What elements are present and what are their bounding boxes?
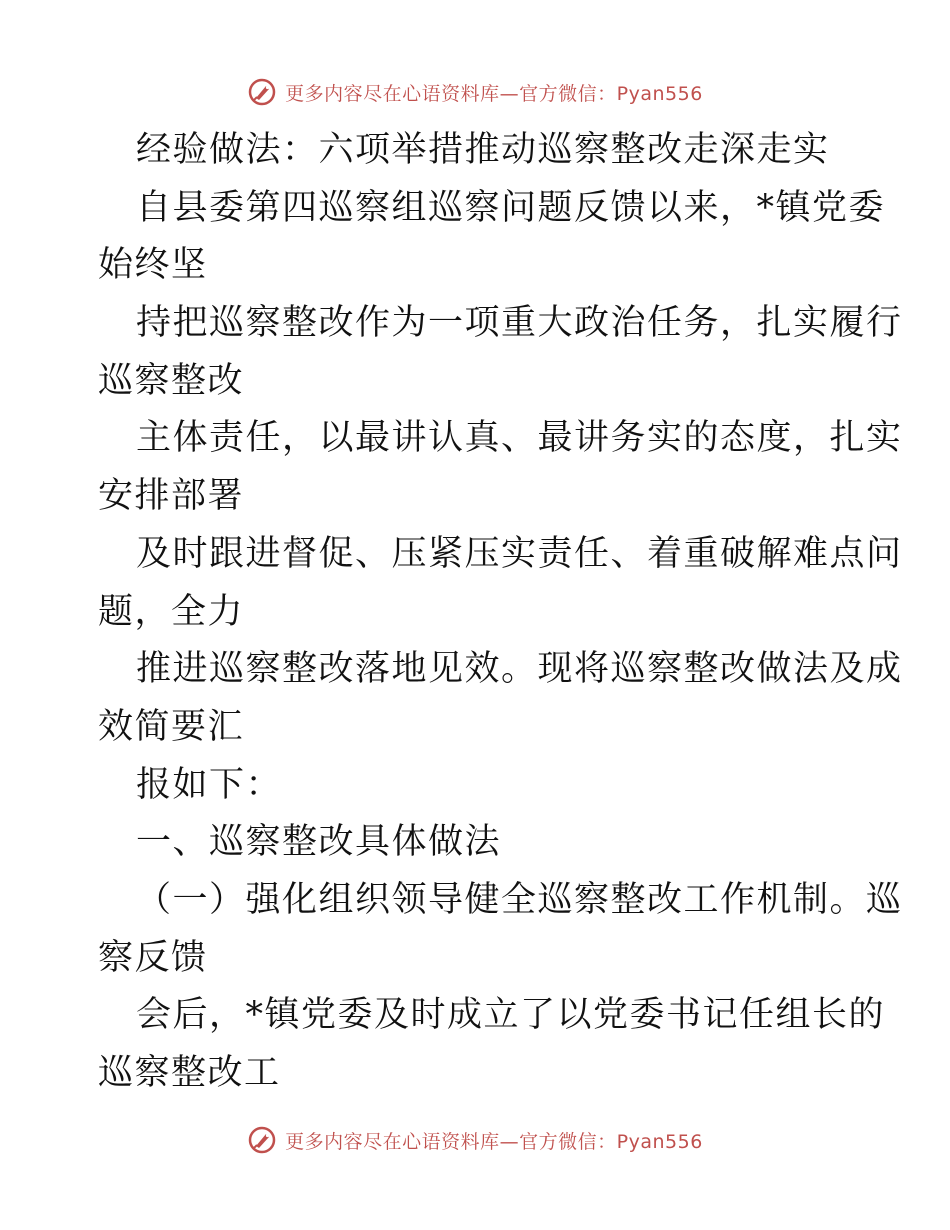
paragraph-line: 自县委第四巡察组巡察问题反馈以来，*镇党委 — [136, 187, 886, 228]
document-body — [98, 122, 903, 1103]
watermark-text: 更多内容尽在心语资料库—官方微信：Pyan556 — [285, 1130, 703, 1153]
watermark-header — [0, 72, 950, 112]
paragraph-line: 及时跟进督促、压紧压实责任、着重破解难点问 — [136, 533, 903, 574]
paragraph-line: 巡察整改工 — [98, 1053, 281, 1093]
paragraph-line: 报如下： — [136, 764, 283, 805]
paragraph-line: 始终坚 — [98, 245, 208, 286]
pen-nib-logo-icon — [247, 77, 277, 107]
paragraph-line: 效简要汇 — [98, 706, 245, 747]
paragraph-line: 会后，*镇党委及时成立了以党委书记任组长的 — [136, 995, 886, 1036]
section-heading: 一、巡察整改具体做法 — [136, 822, 502, 863]
pen-nib-logo-icon — [247, 1125, 277, 1155]
subsection-heading: （一）强化组织领导健全巡察整改工作机制。巡 — [136, 879, 903, 920]
paragraph-line: 主体责任，以最讲认真、最讲务实的态度，扎实 — [136, 418, 903, 459]
watermark-text: 更多内容尽在心语资料库—官方微信：Pyan556 — [285, 82, 703, 105]
paragraph-line: 巡察整改 — [98, 360, 245, 401]
paragraph-line: 推进巡察整改落地见效。现将巡察整改做法及成 — [136, 649, 903, 690]
paragraph-line: 安排部署 — [98, 476, 245, 517]
document-title: 经验做法：六项举措推动巡察整改走深走实 — [136, 130, 830, 170]
paragraph-line: 察反馈 — [98, 937, 208, 978]
watermark-footer — [0, 1120, 950, 1160]
paragraph-line: 题，全力 — [98, 591, 245, 632]
paragraph-line: 持把巡察整改作为一项重大政治任务，扎实履行 — [136, 303, 903, 344]
